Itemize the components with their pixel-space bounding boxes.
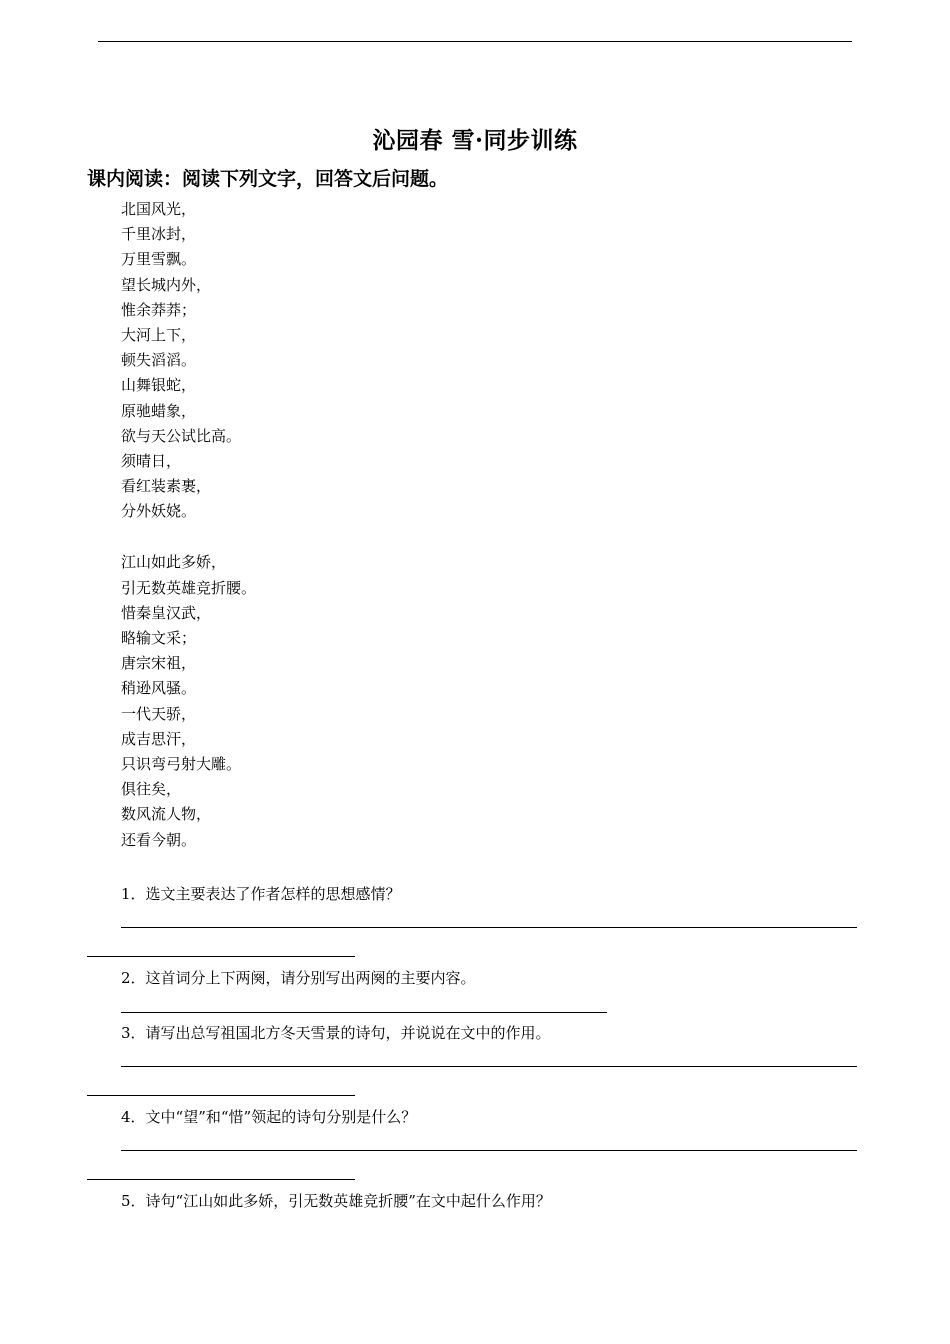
question-number: 1． <box>121 885 146 903</box>
poem-line: 分外妖娆。 <box>121 502 197 521</box>
question-1 <box>121 883 401 904</box>
poem-line: 大河上下， <box>121 325 197 344</box>
poem-line: 欲与天公试比高。 <box>121 426 242 445</box>
poem-line: 惜秦皇汉武， <box>121 603 212 622</box>
poem-line: 稍逊风骚。 <box>121 679 197 698</box>
question-number: 3． <box>121 1024 146 1042</box>
question-number: 5． <box>121 1192 146 1210</box>
question-2 <box>121 967 476 988</box>
poem-line: 唐宗宋祖， <box>121 654 197 673</box>
poem-line: 引无数英雄竞折腰。 <box>121 578 257 597</box>
poem-line: 还看今朝。 <box>121 830 197 849</box>
answer-line-4b[interactable] <box>87 1179 355 1180</box>
poem-line: 万里雪飘。 <box>121 250 197 269</box>
question-4 <box>121 1106 416 1127</box>
poem-stanza-1 <box>121 197 256 524</box>
stanza-gap <box>121 524 256 550</box>
question-text: 请写出总写祖国北方冬天雪景的诗句，并说说在文中的作用。 <box>145 1024 551 1042</box>
poem-text <box>121 197 256 853</box>
poem-line: 成吉思汗， <box>121 729 197 748</box>
poem-line: 一代天骄， <box>121 704 197 723</box>
page-title: 沁园春 雪·同步训练 <box>372 127 578 154</box>
answer-line-3b[interactable] <box>87 1095 355 1096</box>
question-text: 文中“望”和“惜”领起的诗句分别是什么？ <box>145 1108 417 1126</box>
question-3 <box>121 1022 551 1043</box>
poem-line: 望长城内外， <box>121 275 212 294</box>
poem-line: 看红装素裹， <box>121 477 212 496</box>
poem-line: 只识弯弓射大雕。 <box>121 754 242 773</box>
poem-line: 江山如此多娇， <box>121 553 227 572</box>
poem-line: 数风流人物， <box>121 805 212 824</box>
question-number: 4． <box>121 1108 146 1126</box>
question-text: 诗句“江山如此多娇，引无数英雄竞折腰”在文中起什么作用？ <box>145 1192 551 1210</box>
poem-line: 须晴日， <box>121 451 182 470</box>
answer-line-3a[interactable] <box>121 1066 857 1067</box>
question-5 <box>121 1190 551 1211</box>
answer-line-1b[interactable] <box>87 956 355 957</box>
question-text: 选文主要表达了作者怎样的思想感情？ <box>145 885 401 903</box>
section-instruction: 课内阅读：阅读下列文字，回答文后问题。 <box>87 168 449 190</box>
question-text: 这首词分上下两阕，请分别写出两阕的主要内容。 <box>145 969 476 987</box>
header-rule <box>98 41 852 42</box>
poem-line: 山舞银蛇， <box>121 376 197 395</box>
poem-line: 顿失滔滔。 <box>121 351 197 370</box>
poem-stanza-2 <box>121 550 256 852</box>
answer-line-2[interactable] <box>121 1012 607 1013</box>
poem-line: 千里冰封， <box>121 225 197 244</box>
answer-line-1a[interactable] <box>121 927 857 928</box>
poem-line: 北国风光， <box>121 200 197 218</box>
poem-line: 俱往矣， <box>121 780 182 799</box>
question-number: 2． <box>121 969 146 987</box>
poem-line: 惟余莽莽； <box>121 300 197 319</box>
poem-line: 略输文采； <box>121 629 197 647</box>
poem-line: 原驰蜡象， <box>121 401 197 420</box>
answer-line-4a[interactable] <box>121 1150 857 1151</box>
